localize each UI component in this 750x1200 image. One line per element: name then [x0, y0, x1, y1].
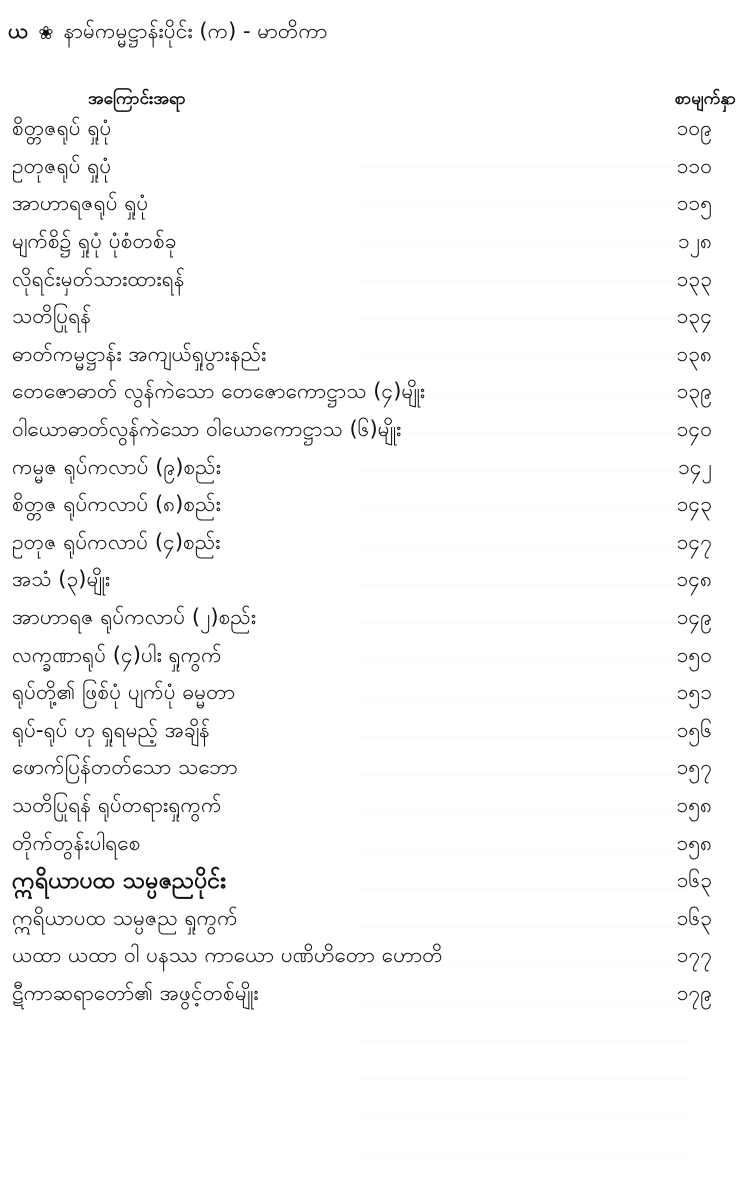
- toc-entry-page-number: ၁၃၄: [676, 304, 712, 329]
- toc-entry: [0, 939, 750, 977]
- table-of-contents: [0, 112, 750, 1014]
- toc-entry: [0, 864, 750, 902]
- toc-entry-page-number: ၁၃၉: [676, 379, 712, 404]
- header-title: နာမ်ကမ္မဋ္ဌာန်းပိုင်း (က) - မာတိကာ: [63, 19, 328, 43]
- toc-entry-title: သတိပြုရန် ရုပ်တရားရှုကွက်: [12, 792, 222, 817]
- toc-entry-page-number: ၁၅၈: [676, 830, 712, 855]
- toc-entry: [0, 901, 750, 939]
- toc-entry: [0, 300, 750, 338]
- toc-entry-page-number: ၁၀၉: [676, 116, 712, 141]
- toc-entry-title: အာဟာရဇ ရုပ်ကလာပ် (၂)စည်း: [12, 605, 257, 630]
- toc-entry: [0, 676, 750, 714]
- column-heading-topic: အကြောင်းအရာ: [88, 89, 186, 109]
- toc-entry: [0, 826, 750, 864]
- page-letter: ယ: [8, 19, 29, 43]
- toc-entry: [0, 563, 750, 601]
- toc-entry-title: အသံ (၃)မျိုး: [12, 567, 111, 592]
- toc-entry: [0, 601, 750, 639]
- toc-entry-page-number: ၁၄၈: [676, 567, 712, 592]
- toc-entry-title: ဖောက်ပြန်တတ်သော သဘော: [12, 755, 238, 780]
- toc-entry-page-number: ၁၁၅: [676, 191, 712, 216]
- toc-entry-title: လက္ခဏာရုပ် (၄)ပါး ရှုကွက်: [12, 642, 222, 667]
- toc-entry-page-number: ၁၄၉: [676, 605, 712, 630]
- toc-entry-title: ဝါယောဓာတ်လွန်ကဲသော ဝါယောကောဋ္ဌာသ (၆)မျိုး: [12, 417, 402, 442]
- toc-entry: [0, 338, 750, 376]
- toc-entry-title: စိတ္တဇရုပ် ရှုပုံ: [12, 116, 112, 141]
- toc-entry-title: ကမ္မဇ ရုပ်ကလာပ် (၉)စည်း: [12, 454, 221, 479]
- toc-entry-title: တိုက်တွန်းပါရစေ: [12, 830, 141, 855]
- toc-entry-title: ဥတုဇရုပ် ရှုပုံ: [12, 153, 112, 178]
- toc-entry: [0, 751, 750, 789]
- toc-entry-page-number: ၁၇၇: [676, 943, 712, 968]
- toc-entry-page-number: ၁၅၈: [676, 792, 712, 817]
- toc-entry: [0, 488, 750, 526]
- toc-entry: [0, 789, 750, 827]
- toc-entry-page-number: ၁၄၃: [676, 492, 712, 517]
- flower-ornament-icon: ❀: [38, 23, 54, 44]
- toc-entry-title: အာဟာရဇရုပ် ရှုပုံ: [12, 191, 149, 216]
- toc-entry-title: လိုရင်းမှတ်သားထားရန်: [12, 266, 185, 291]
- toc-entry-page-number: ၁၄၀: [676, 417, 712, 442]
- toc-entry-page-number: ၁၂၈: [677, 229, 712, 254]
- toc-entry-page-number: ၁၃၈: [676, 341, 712, 366]
- toc-entry: [0, 526, 750, 564]
- toc-entry-title: ဣရိယာပထ သမ္ပဇညပိုင်း: [12, 867, 226, 894]
- toc-entry-title: ရုပ်တို့၏ ဖြစ်ပုံ ပျက်ပုံ ဓမ္မတာ: [12, 680, 236, 705]
- toc-entry-page-number: ၁၅၁: [676, 680, 712, 705]
- toc-entry: [0, 413, 750, 451]
- toc-entry: [0, 450, 750, 488]
- page-header: [8, 18, 328, 49]
- toc-entry-title: ရုပ်-ရုပ် ဟု ရှုရမည့် အချိန်: [12, 717, 210, 742]
- toc-entry-page-number: ၁၅၆: [676, 717, 712, 742]
- toc-entry-page-number: ၁၄၇: [676, 529, 712, 554]
- toc-entry-page-number: ၁၅၀: [676, 642, 712, 667]
- toc-entry: [0, 187, 750, 225]
- column-heading-page: စာမျက်နှာ: [674, 89, 736, 109]
- toc-entry-title: ဓာတ်ကမ္မဋ္ဌာန်း အကျယ်ရှုပွားနည်း: [12, 341, 267, 366]
- toc-entry-page-number: ၁၅၇: [676, 755, 712, 780]
- toc-entry-page-number: ၁၆၃: [676, 905, 712, 930]
- toc-entry-title: စိတ္တဇ ရုပ်ကလာပ် (၈)စည်း: [12, 492, 221, 517]
- toc-entry: [0, 375, 750, 413]
- toc-entry-title: ဋီကာဆရာတော်၏ အဖွင့်တစ်မျိုး: [12, 980, 259, 1005]
- toc-entry-page-number: ၁၆၃: [676, 868, 712, 893]
- toc-entry-title: ဣရိယာပထ သမ္ပဇည ရှုကွက်: [12, 905, 238, 930]
- toc-entry: [0, 262, 750, 300]
- toc-entry-page-number: ၁၁၀: [676, 153, 712, 178]
- toc-entry: [0, 225, 750, 263]
- toc-entry: [0, 714, 750, 752]
- toc-entry-page-number: ၁၃၃: [676, 266, 712, 291]
- toc-entry-title: သတိပြုရန်: [12, 304, 92, 329]
- toc-entry: [0, 977, 750, 1015]
- toc-entry-page-number: ၁၇၉: [676, 980, 712, 1005]
- toc-entry-title: ဥတုဇ ရုပ်ကလာပ် (၄)စည်း: [12, 529, 221, 554]
- toc-entry-title: ယထာ ယထာ ဝါ ပနဿ ကာယော ပဏိဟိတော ဟောတိ: [12, 943, 443, 968]
- toc-entry: [0, 112, 750, 150]
- toc-entry-title: မျက်စိ၌ ရှုပုံ ပုံစံတစ်ခု: [12, 229, 177, 254]
- toc-entry-page-number: ၁၄၂: [678, 454, 712, 479]
- toc-entry: [0, 150, 750, 188]
- toc-entry-title: တေဇောဓာတ် လွန်ကဲသော တေဇောကောဋ္ဌာသ (၄)မျိုး: [12, 379, 426, 404]
- toc-entry: [0, 638, 750, 676]
